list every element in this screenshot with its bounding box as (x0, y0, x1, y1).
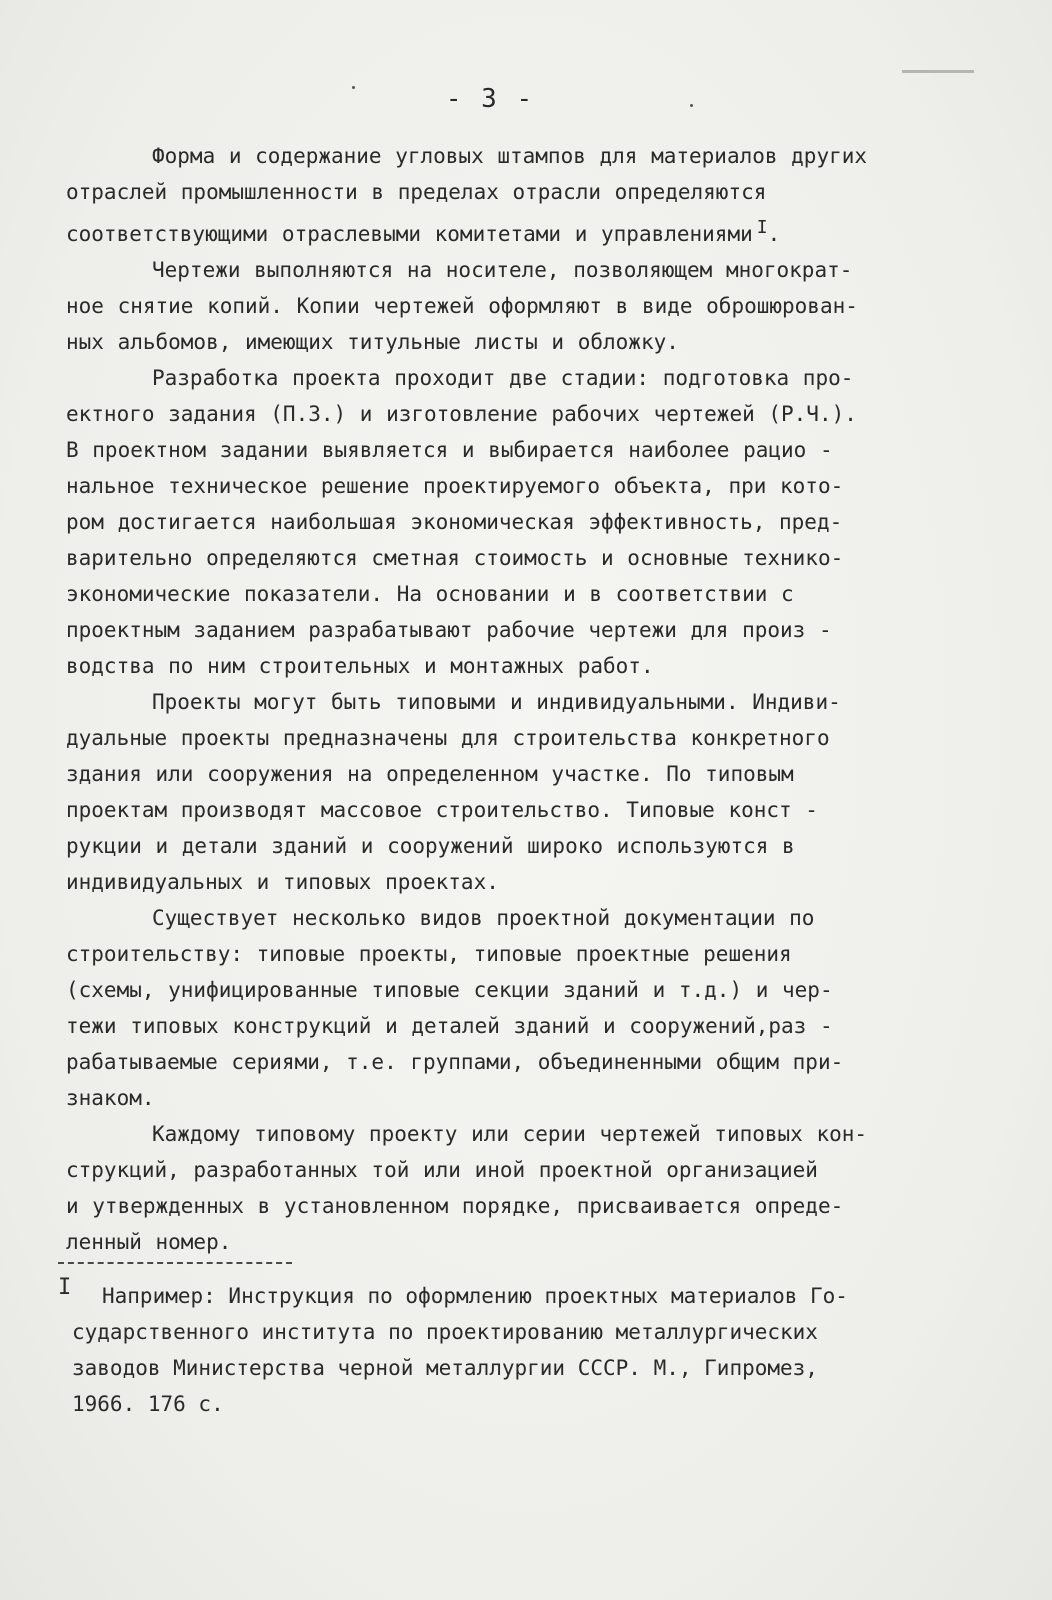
text-line: Существует несколько видов проектной документации по (152, 906, 815, 930)
text-line: и утвержденных в установленном порядке, присваивается опреде- (66, 1194, 844, 1218)
text-line: Каждому типовому проекту или серии чертежей типовых кон- (152, 1122, 868, 1146)
text-line: дуальные проекты предназначены для строительства конкретного (66, 726, 830, 750)
text-line: рабатываемые сериями, т.е. группами, объединенными общим при- (66, 1050, 844, 1074)
text-line: В проектном задании выявляется и выбирается наиболее рацио - (66, 438, 833, 462)
footnote-reference: I (756, 217, 768, 238)
text-line: рукции и детали зданий и сооружений широко используются в (66, 834, 795, 858)
text-line: проектам производят массовое строительство. Типовые конст - (66, 798, 818, 822)
text-line: Форма и содержание угловых штампов для материалов других (152, 144, 868, 168)
paragraph (66, 138, 982, 252)
text-line: знаком. (66, 1086, 155, 1110)
paragraph (66, 900, 982, 1116)
text-line: проектным заданием разрабатывают рабочие чертежи для произ - (66, 618, 832, 642)
footnote-line: 1966. 176 с. (72, 1392, 224, 1416)
text-line: ленный номер. (66, 1230, 232, 1254)
text-line: Разработка проекта проходит две стадии: подготовка про- (152, 366, 854, 390)
text-line: индивидуальных и типовых проектах. (66, 870, 499, 894)
body-text (66, 138, 982, 1260)
text-line: ром достигается наибольшая экономическая эффективность, пред- (66, 510, 843, 534)
text-line: нальное техническое решение проектируемого объекта, при кото- (66, 474, 844, 498)
paragraph (66, 252, 982, 360)
text-line: отраслей промышленности в пределах отрасли определяются (66, 180, 767, 204)
paragraph (66, 1116, 982, 1260)
footnote-line: Например: Инструкция по оформлению проектных материалов Го- (102, 1284, 848, 1308)
page-number: - 3 - (445, 84, 535, 114)
footnote (58, 1275, 988, 1422)
text-line: ектного задания (П.З.) и изготовление рабочих чертежей (Р.Ч.). (66, 402, 857, 426)
footnote-text (58, 1278, 988, 1422)
text-line: струкций, разработанных той или иной проектной организацией (66, 1158, 818, 1182)
text-line: (схемы, унифицированные типовые секции зданий и т.д.) и чер- (66, 978, 833, 1002)
text-line: строительству: типовые проекты, типовые проектные решения (66, 942, 792, 966)
sentence-end: . (767, 222, 781, 246)
footnote-separator (58, 1262, 292, 1264)
text-line: ное снятие копий. Копии чертежей оформляют в виде оброшюрован- (66, 294, 858, 318)
scan-artifact (902, 70, 974, 73)
text-line: варительно определяются сметная стоимость и основные технико- (66, 546, 844, 570)
paragraph (66, 360, 982, 684)
footnote-mark: I (58, 1275, 72, 1300)
paragraph (66, 684, 982, 900)
text-line: экономические показатели. На основании и в соответствии с (66, 582, 794, 606)
text-line: Проекты могут быть типовыми и индивидуальными. Индиви- (152, 690, 841, 714)
footnote-line: заводов Министерства черной металлургии СССР. М., Гипромез, (72, 1356, 818, 1380)
text-line: соответствующими отраслевыми комитетами и управлениями (66, 222, 753, 246)
text-line: тежи типовых конструкций и деталей зданий и сооружений,раз - (66, 1014, 833, 1038)
text-line: ных альбомов, имеющих титульные листы и обложку. (66, 330, 679, 354)
footnote-line: сударственного института по проектированию металлургических (72, 1320, 818, 1344)
text-line: водства по ним строительных и монтажных работ. (66, 654, 654, 678)
text-line: здания или сооружения на определенном участке. По типовым (66, 762, 794, 786)
text-line: Чертежи выполняются на носителе, позволяющем многократ- (152, 258, 853, 282)
